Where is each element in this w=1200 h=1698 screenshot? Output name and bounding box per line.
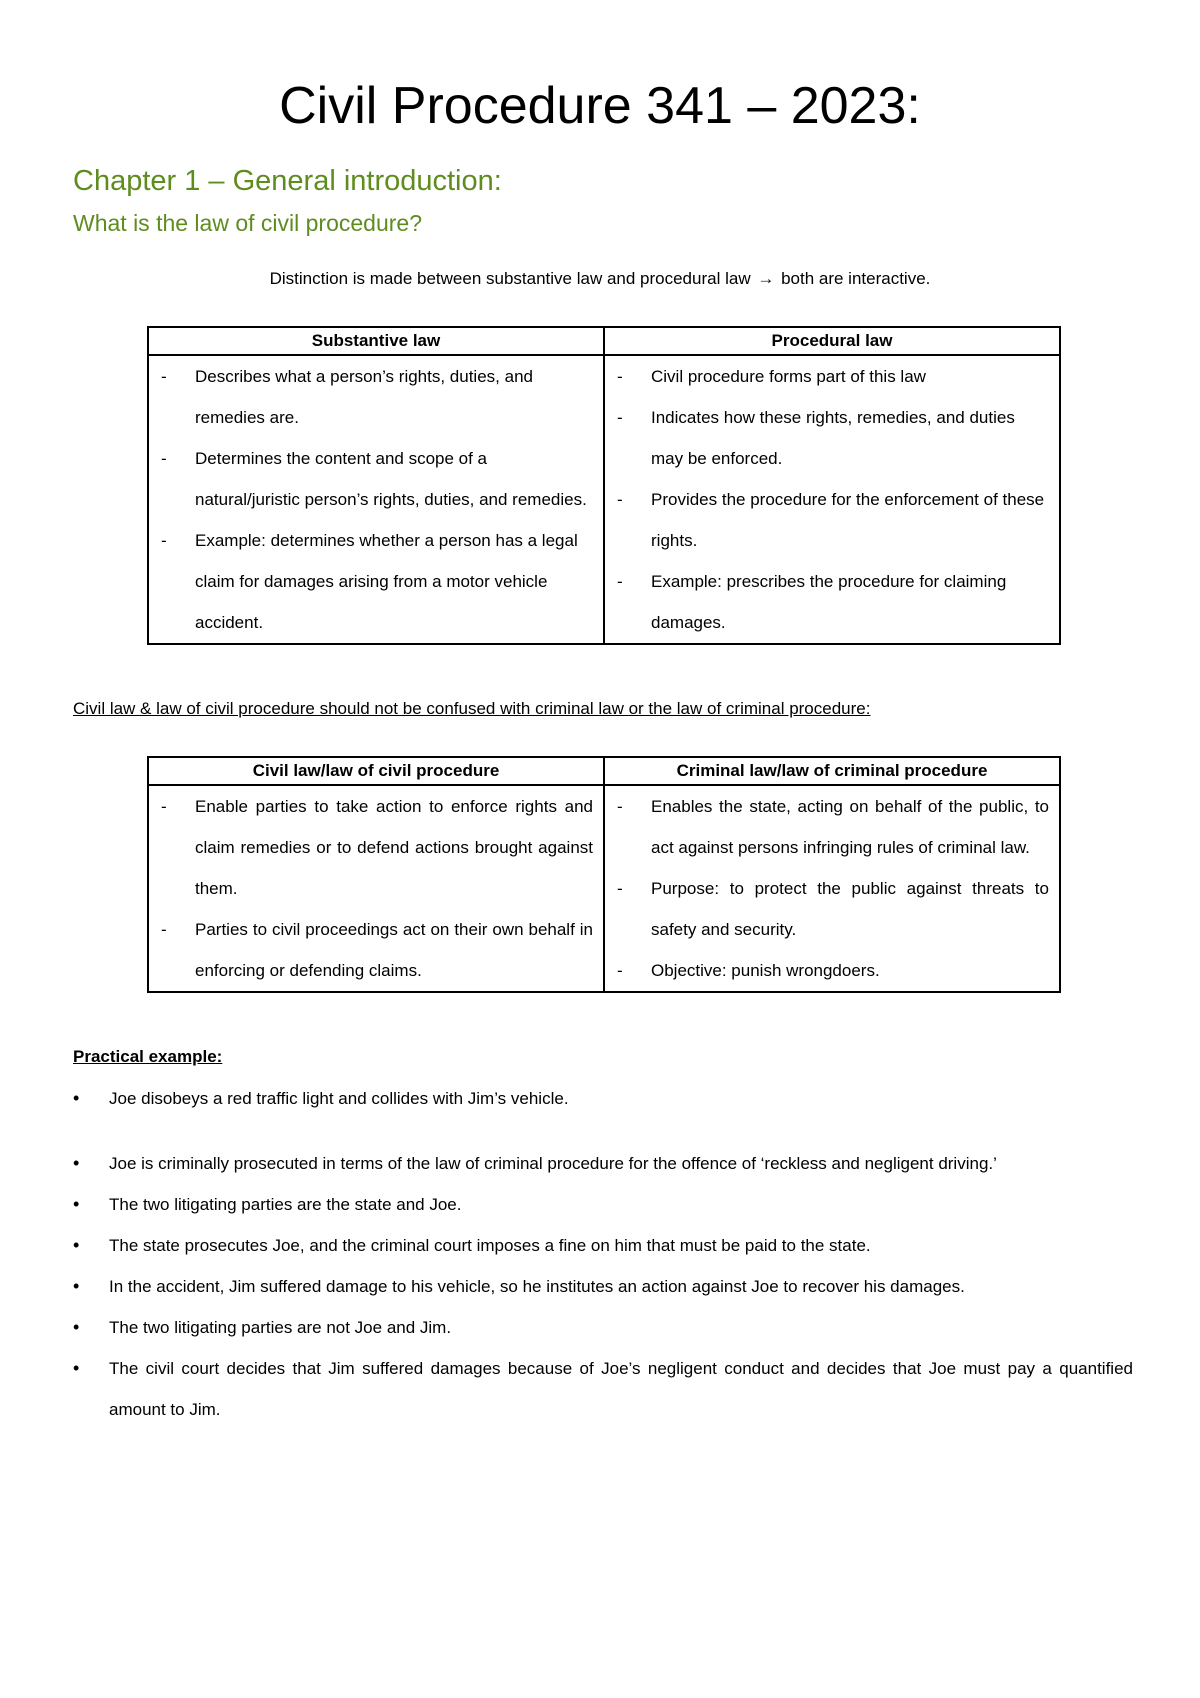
right-arrow-icon: →	[757, 269, 775, 288]
bullet-item: • Joe is criminally prosecuted in terms of the law of criminal procedure for the offence of ‘reckless and negligent driving.’	[73, 1143, 1133, 1184]
table-cell	[604, 355, 1060, 644]
chapter-heading: Chapter 1 – General introduction:	[73, 165, 502, 197]
bullet-item: • In the accident, Jim suffered damage to his vehicle, so he institutes an action against Joe to recover his damages.	[73, 1266, 1133, 1307]
bullet-item: • The two litigating parties are the state and Joe.	[73, 1184, 1133, 1225]
list-item: - Example: determines whether a person has a legal claim for damages arising from a motor vehicle accident.	[159, 520, 593, 643]
list-item: - Indicates how these rights, remedies, and duties may be enforced.	[615, 397, 1049, 479]
list-item: - Describes what a person’s rights, duties, and remedies are.	[159, 356, 593, 438]
table-header: Criminal law/law of criminal procedure	[604, 757, 1060, 785]
list-item: - Provides the procedure for the enforcement of these rights.	[615, 479, 1049, 561]
table-header: Procedural law	[604, 327, 1060, 355]
intro-tail: both are interactive.	[781, 269, 931, 288]
intro-text: Distinction is made between substantive law and procedural law	[269, 269, 751, 288]
table-header: Civil law/law of civil procedure	[148, 757, 604, 785]
section-note: Civil law & law of civil procedure should not be confused with criminal law or the law of criminal procedure:	[73, 699, 871, 718]
list-item: - Determines the content and scope of a natural/juristic person’s rights, duties, and remedies.	[159, 438, 593, 520]
civil-vs-criminal-table	[147, 756, 1061, 993]
list-item: - Enables the state, acting on behalf of the public, to act against persons infringing rules of criminal law.	[615, 786, 1049, 868]
practical-example-label: Practical example:	[73, 1047, 223, 1066]
list-item: - Enable parties to take action to enforce rights and claim remedies or to defend actions brought against them.	[159, 786, 593, 909]
list-item: - Purpose: to protect the public against threats to safety and security.	[615, 868, 1049, 950]
list-item: - Example: prescribes the procedure for claiming damages.	[615, 561, 1049, 643]
list-item: - Parties to civil proceedings act on their own behalf in enforcing or defending claims.	[159, 909, 593, 991]
table-cell	[604, 785, 1060, 992]
section-subheading: What is the law of civil procedure?	[73, 210, 422, 236]
bullet-item: • The civil court decides that Jim suffered damages because of Joe’s negligent conduct and decides that Joe must pay a quantified amount to Jim.	[73, 1348, 1133, 1430]
bullet-item: • Joe disobeys a red traffic light and collides with Jim’s vehicle.	[73, 1078, 1133, 1119]
table-cell	[148, 355, 604, 644]
table-header: Substantive law	[148, 327, 604, 355]
intro-line	[0, 268, 1200, 290]
substantive-vs-procedural-table	[147, 326, 1061, 645]
list-item: - Objective: punish wrongdoers.	[615, 950, 1049, 991]
practical-example-list	[73, 1078, 1133, 1430]
bullet-item: • The state prosecutes Joe, and the criminal court imposes a fine on him that must be paid to the state.	[73, 1225, 1133, 1266]
document-title: Civil Procedure 341 – 2023:	[279, 77, 921, 135]
list-item: - Civil procedure forms part of this law	[615, 356, 1049, 397]
table-cell	[148, 785, 604, 992]
bullet-item: • The two litigating parties are not Joe and Jim.	[73, 1307, 1133, 1348]
